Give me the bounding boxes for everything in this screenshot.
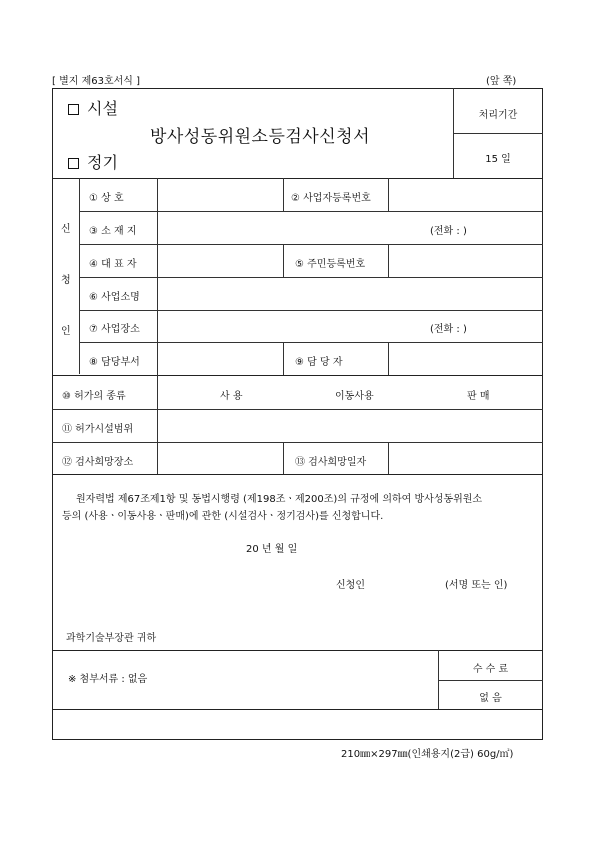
form-number: [ 별지 제63호서식 ] [52,76,141,87]
statement-line-1: 원자력법 제67조제1항 및 동법시행령 (제198조ㆍ제200조)의 규정에 의하여 방사성동위원소 [76,494,483,505]
applicant-side-label-1: 신 [61,224,71,235]
field-inspection-place[interactable] [158,443,282,473]
label-permit-type: ⑩ 허가의 종류 [62,391,126,402]
field-company-name[interactable] [158,179,282,210]
label-company-name: ① 상 호 [89,193,124,204]
form-title: 방사성동위원소등검사신청서 [150,127,370,147]
label-biz-reg-no: ② 사업자등록번호 [291,193,371,204]
processing-period-label: 처리기간 [478,110,518,121]
label-person: ⑨ 담 당 자 [295,357,343,368]
phone-field-location[interactable]: (전화 : ) [430,226,467,237]
option-sale[interactable]: 판 매 [467,391,490,402]
application-date[interactable]: 20 년 월 일 [246,544,298,555]
phone-field-business-place[interactable]: (전화 : ) [430,324,467,335]
processing-period-value: 15 일 [485,154,511,165]
option-use[interactable]: 사 용 [220,391,243,402]
label-business-place: ⑦ 사업장소 [89,324,140,335]
label-resident-no: ⑤ 주민등록번호 [295,259,366,270]
field-inspection-date[interactable] [389,443,542,473]
field-resident-no[interactable] [389,245,542,276]
field-representative[interactable] [158,245,282,276]
label-business-name: ⑥ 사업소명 [89,292,140,303]
addressee: 과학기술부장관 귀하 [66,633,157,644]
field-dept[interactable] [158,343,282,374]
page-side-label: (앞 쪽) [486,76,517,87]
signature-field[interactable]: (서명 또는 인) [445,580,508,591]
label-inspection-date: ⑬ 검사희망일자 [295,457,367,468]
option-facility[interactable] [68,96,118,119]
label-permit-scope: ⑪ 허가시설범위 [62,424,134,435]
statement-line-2: 등의 (사용ㆍ이동사용ㆍ판매)에 관한 (시설검사ㆍ정기검사)를 신청합니다. [62,511,384,522]
paper-spec: 210㎜×297㎜(인쇄용지(2급) 60g/㎡) [341,749,514,760]
option-mobile-use[interactable]: 이동사용 [335,391,374,402]
option-facility-label: 시설 [87,99,118,118]
label-inspection-place: ⑫ 검사희망장소 [62,457,134,468]
fee-label: 수 수 료 [472,664,509,675]
applicant-side-label-3: 인 [61,326,71,337]
field-person[interactable] [389,343,542,374]
option-periodic-label: 정기 [87,153,118,172]
field-biz-reg-no[interactable] [389,179,542,210]
field-location[interactable] [158,212,428,243]
fee-value: 없 음 [479,693,502,704]
label-dept: ⑧ 담당부서 [89,357,140,368]
applicant-label: 신청인 [336,580,365,591]
checkbox-facility[interactable] [68,104,79,115]
attachments: ※ 첨부서류 : 없음 [68,674,148,685]
label-location: ③ 소 재 지 [89,226,137,237]
field-business-name[interactable] [158,278,542,309]
label-representative: ④ 대 표 자 [89,259,137,270]
applicant-side-label-2: 청 [61,275,71,286]
option-periodic[interactable] [68,150,118,173]
checkbox-periodic[interactable] [68,158,79,169]
field-business-place[interactable] [158,311,428,341]
field-permit-scope[interactable] [158,410,542,441]
